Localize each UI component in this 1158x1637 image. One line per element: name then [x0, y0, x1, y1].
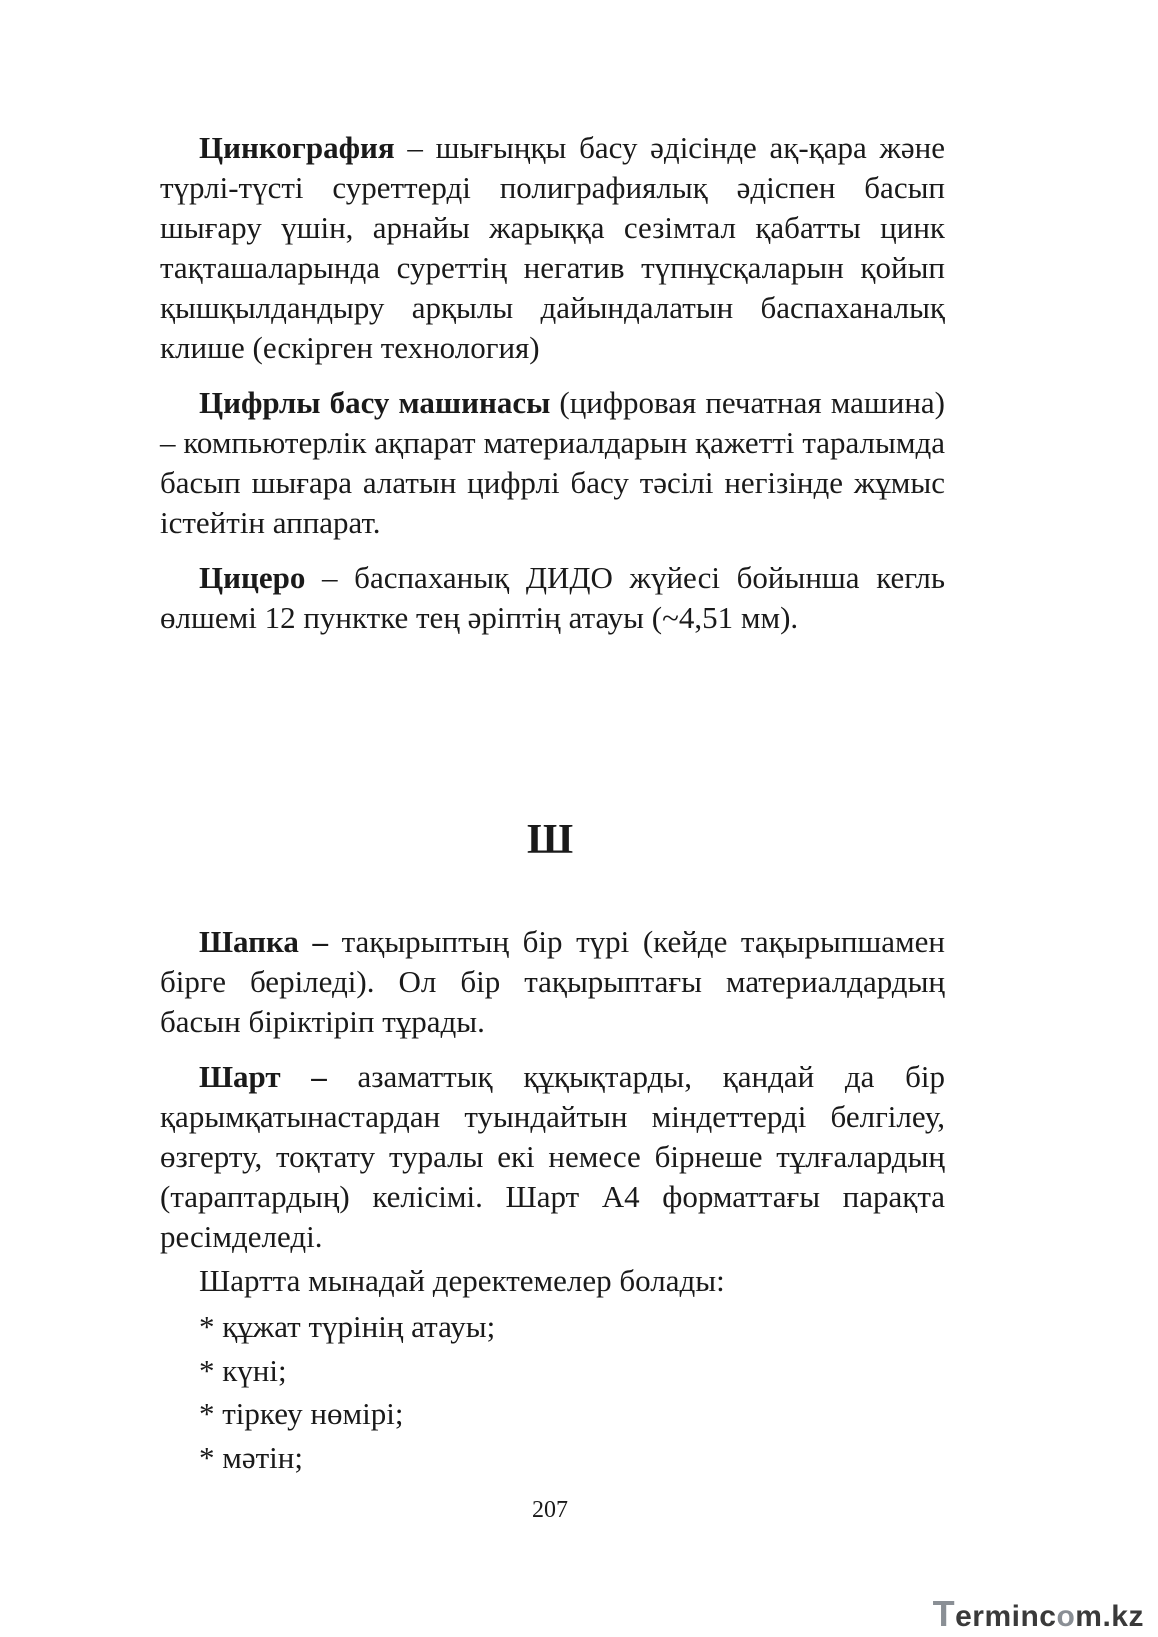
- entry-definition: тақырыптың бір түрі (кейде тақырыпшамен бірге беріледі). Ол бір тақырыптағы материалдардың басын біріктіріп тұрады.: [160, 924, 945, 1039]
- entry-tsifrly-basu-mashinasy: [160, 383, 945, 543]
- list-item: * мәтін;: [199, 1439, 303, 1475]
- page-number: 207: [532, 1497, 568, 1523]
- page-text-block: [160, 128, 945, 653]
- section-sha-text-block: [160, 922, 945, 1479]
- entry-term: Цинкография: [199, 130, 395, 165]
- logo-text: erminc: [955, 1600, 1057, 1633]
- entry-shart: [160, 1057, 945, 1257]
- list-item: * күні;: [199, 1352, 287, 1388]
- entry-term: Шапка –: [199, 924, 328, 959]
- requisites-list-intro: Шартта мынадай деректемелер болады:: [199, 1263, 725, 1298]
- entry-shapka: [160, 922, 945, 1042]
- magnifier-icon: o: [1056, 1600, 1076, 1633]
- list-item: * тіркеу нөмірі;: [199, 1396, 404, 1431]
- entry-term: Цифрлы басу машинасы: [199, 385, 551, 420]
- entry-tsinkografiya: [160, 128, 945, 368]
- entry-term: Шарт –: [199, 1059, 327, 1094]
- entry-definition: – шығыңқы басу әдісінде ақ-қара және түрлі-түсті суреттерді полиграфиялық әдіспен басып шығару үшін, арнайы жарыққа сезімтал қабатты цинк тақташаларында суреттің негатив түпнұсқаларын қойып қышқылдандыру арқылы дайындалатын баспаханалық клише (ескірген технология): [160, 130, 945, 365]
- entry-definition: (цифровая печатная машина) – компьютерлік ақпарат материалдарын қажетті таралымда басып шығара алатын цифрлі басу тәсілі негізінде жұмыс істейтін аппарат.: [160, 385, 945, 540]
- logo-t-glyph: T: [932, 1593, 956, 1634]
- section-heading-letter: Ш: [526, 817, 574, 863]
- entry-definition: – баспаханық ДИДО жүйесі бойынша кегль өлшемі 12 пунктке тең әріптің атауы (~4,51 мм).: [160, 560, 945, 635]
- entry-term: Цицеро: [199, 560, 306, 595]
- entry-definition: азаматтық құқықтарды, қандай да бір қарымқатынастардан туындайтын міндеттерді белгілеу, өзгерту, тоқтату туралы екі немесе бірнеше тұлғалардың (тараптардың) келісімі. Шарт А4 форматтағы парақта ресімделеді.: [160, 1059, 945, 1254]
- requisites-list: [160, 1305, 945, 1479]
- list-item: * құжат түрінің атауы;: [199, 1309, 496, 1344]
- entry-tsitsero: [160, 558, 945, 638]
- logo-domain: m.kz: [1075, 1600, 1144, 1633]
- termincom-watermark-logo: [932, 1593, 1144, 1634]
